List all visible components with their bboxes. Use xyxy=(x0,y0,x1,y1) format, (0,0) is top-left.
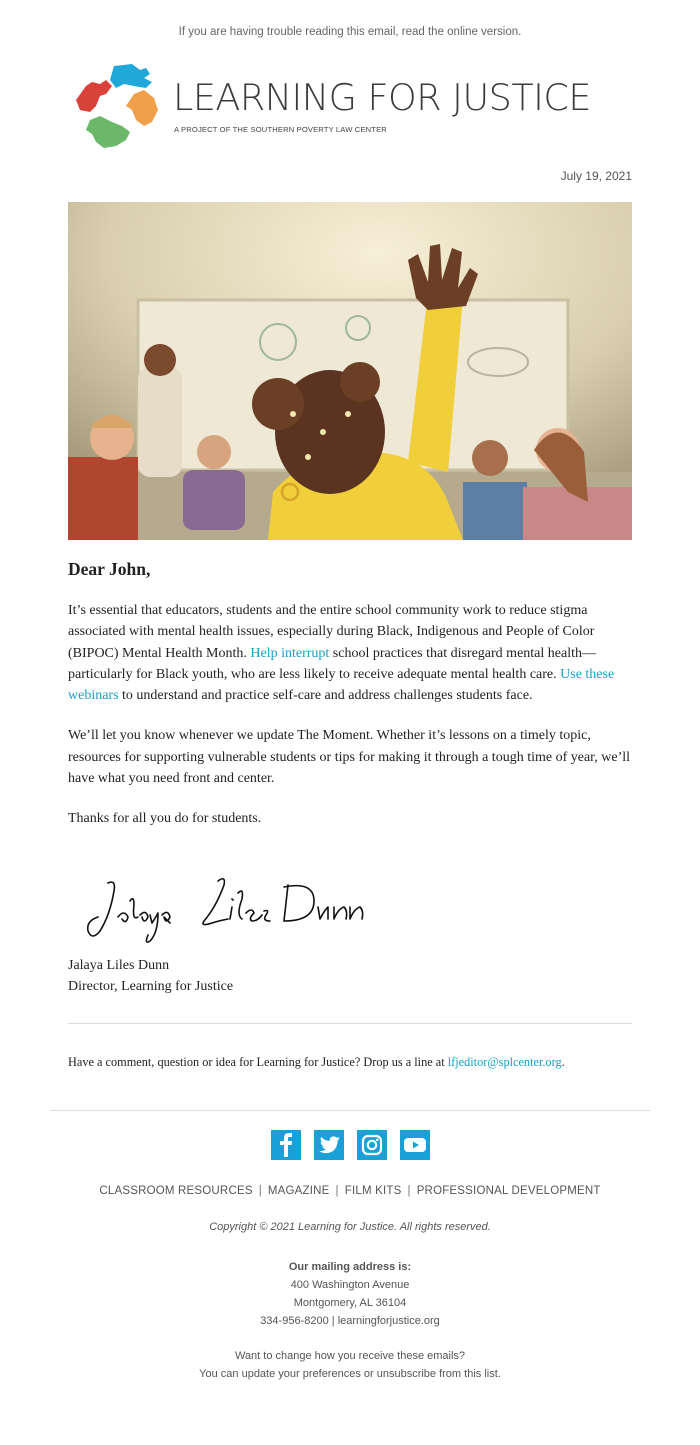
prefs-question: Want to change how you receive these emails? xyxy=(234,1350,466,1362)
address-line-1: 400 Washington Avenue xyxy=(290,1279,410,1291)
preferences-block xyxy=(0,1347,700,1383)
p1-text-b: school practices that disregard mental health—particularly for Black youth, who are less likely to receive adequate mental health care. xyxy=(68,645,596,682)
facebook-icon[interactable] xyxy=(271,1130,301,1160)
help-interrupt-link[interactable]: Help interrupt xyxy=(250,645,330,661)
nav-professional-development[interactable]: PROFESSIONAL DEVELOPMENT xyxy=(416,1185,601,1197)
greeting: Dear John, xyxy=(68,559,151,579)
phone-site-line: 334-956-8200 | learningforjustice.org xyxy=(260,1315,440,1327)
twitter-icon[interactable] xyxy=(314,1130,344,1160)
nav-magazine[interactable]: MAGAZINE xyxy=(267,1185,330,1197)
handwritten-signature xyxy=(78,871,378,951)
youtube-icon[interactable] xyxy=(400,1130,430,1160)
phone-number: 334-956-8200 xyxy=(260,1315,329,1327)
paragraph-1 xyxy=(68,600,632,706)
signer-block xyxy=(68,955,233,997)
divider xyxy=(68,1023,632,1024)
nav-separator: | xyxy=(335,1185,339,1197)
hero-illustration[interactable] xyxy=(68,202,632,540)
paragraph-3: Thanks for all you do for students. xyxy=(68,811,262,827)
letter-body xyxy=(68,557,632,830)
p1-text-c: to understand and practice self-care and address challenges students face. xyxy=(118,688,533,704)
address-line-2: Montgomery, AL 36104 xyxy=(293,1297,407,1309)
mailing-address xyxy=(0,1258,700,1330)
nav-separator: | xyxy=(258,1185,262,1197)
social-links xyxy=(0,1130,700,1160)
logo-hands-icon xyxy=(70,60,162,152)
p1-text-a: It’s essential that educators, students and the entire school community work to reduce stigma associated with mental health issues, especially during Black, Indigenous and People of Color (BIPOC) Mental Health Month. xyxy=(68,603,595,661)
nav-film-kits[interactable]: FILM KITS xyxy=(344,1185,402,1197)
nav-separator: | xyxy=(407,1185,411,1197)
brand-title: LEARNING FOR JUSTICE xyxy=(173,76,591,119)
contact-text: Have a comment, question or idea for Learning for Justice? Drop us a line at xyxy=(68,1055,448,1069)
update-preferences-link[interactable]: You can update your preferences or unsubscribe from this list. xyxy=(199,1368,501,1380)
editor-email-link[interactable]: lfjeditor@splcenter.org xyxy=(447,1055,562,1069)
instagram-icon[interactable] xyxy=(357,1130,387,1160)
contact-end: . xyxy=(561,1055,565,1069)
site-link[interactable]: learningforjustice.org xyxy=(337,1315,440,1327)
preheader-text[interactable]: If you are having trouble reading this email, read the online version. xyxy=(178,26,522,38)
copyright: Copyright © 2021 Learning for Justice. All rights reserved. xyxy=(209,1221,491,1233)
signer-title: Director, Learning for Justice xyxy=(68,979,234,994)
signer-name: Jalaya Liles Dunn xyxy=(68,958,170,973)
email-date: July 19, 2021 xyxy=(560,169,632,183)
brand-logo[interactable] xyxy=(70,60,632,152)
nav-classroom-resources[interactable]: CLASSROOM RESOURCES xyxy=(99,1185,253,1197)
brand-subtitle: A PROJECT OF THE SOUTHERN POVERTY LAW CENTER xyxy=(174,125,387,134)
footer-nav xyxy=(0,1185,700,1197)
footer-divider xyxy=(50,1110,650,1111)
paragraph-2: We’ll let you know whenever we update The Moment. Whether it’s lessons on a timely topic, resources for supporting vulnerable students or tips for making it through a tough time of year, we’ll have what you need front and center. xyxy=(68,728,631,787)
contact-line xyxy=(68,1055,632,1070)
use-webinars-link[interactable]: Use these webinars xyxy=(68,666,615,704)
mailing-heading: Our mailing address is: xyxy=(288,1261,412,1273)
